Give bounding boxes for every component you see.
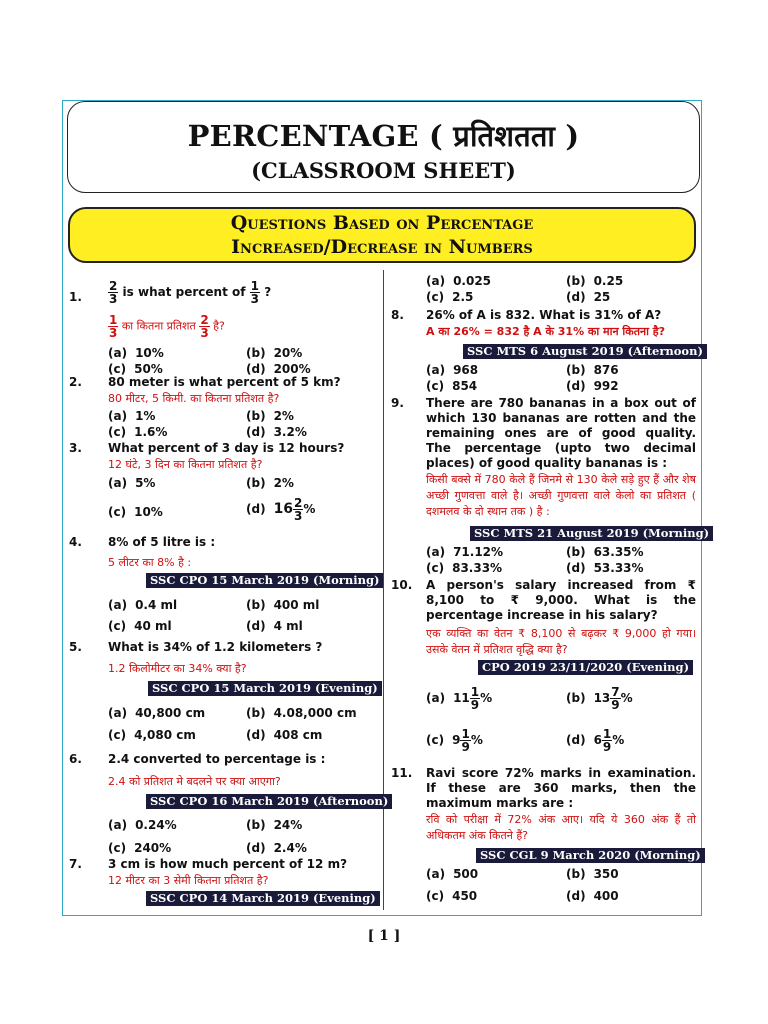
hindi-text: 1.2 किलोमीटर का 34% क्या है? xyxy=(108,662,247,675)
option-b[interactable]: (b) 24% xyxy=(246,818,303,832)
question-number: 5. xyxy=(69,640,82,654)
question-text: 3 cm is how much percent of 12 m? xyxy=(108,857,348,871)
option-c[interactable]: (c) 10% xyxy=(108,505,163,519)
option-a[interactable]: (a) 71.12% xyxy=(426,545,504,559)
question-text: 2.4 converted to percentage is : xyxy=(108,752,326,766)
question-text: 80 meter is what percent of 5 km? xyxy=(108,375,341,389)
option-d[interactable]: (d) 992 xyxy=(566,379,619,393)
fraction: $\frac{2}{3}$ xyxy=(294,496,303,523)
option-d[interactable]: (d) 2.4% xyxy=(246,841,307,855)
question-text: Ravi score 72% marks in examination. If these are 360 marks, then the maximum marks are : xyxy=(426,766,696,810)
question-number: 8. xyxy=(391,308,404,322)
option-c[interactable]: (c) 240% xyxy=(108,841,172,855)
option-c[interactable]: (c) 40 ml xyxy=(108,619,172,633)
option-d[interactable]: (d) 6 $\frac{1}{9}$ % xyxy=(566,727,625,754)
hindi-text: 2.4 को प्रतिशत मे बदलने पर क्या आएगा? xyxy=(108,775,281,788)
title-box xyxy=(67,101,700,193)
hindi-text: 5 लीटर का 8% है : xyxy=(108,556,192,569)
option-c[interactable]: (c) 1.6% xyxy=(108,425,168,439)
question-number: 10. xyxy=(391,578,413,592)
question-number: 9. xyxy=(391,396,404,410)
fraction: $\frac{2}{3}$ xyxy=(200,313,209,340)
option-d[interactable]: (d) 53.33% xyxy=(566,561,644,575)
option-c[interactable]: (c) 9 $\frac{1}{9}$ % xyxy=(426,727,483,754)
option-d[interactable]: (d) 4 ml xyxy=(246,619,303,633)
option-b[interactable]: (b) 20% xyxy=(246,346,303,360)
exam-tag: SSC MTS 21 August 2019 (Morning) xyxy=(470,526,713,541)
exam-tag: SSC CPO 16 March 2019 (Afternoon) xyxy=(146,794,392,809)
page-title: PERCENTAGE ( प्रतिशतता ) xyxy=(187,119,580,153)
hindi-text: एक व्यक्ति का वेतन ₹ 8,100 से बढ़कर ₹ 9,000 हो गया। उसके वेतन में प्रतिशत वृद्धि क्या है? xyxy=(426,627,696,656)
question-text: A person's salary increased from ₹ 8,100 to ₹ 9,000. What is the percentage increase in his salary? xyxy=(426,578,696,622)
option-d[interactable]: (d) 200% xyxy=(246,362,311,376)
exam-tag: SSC CGL 9 March 2020 (Morning) xyxy=(476,848,705,863)
exam-tag: CPO 2019 23/11/2020 (Evening) xyxy=(478,660,693,675)
page-number: [ 1 ] xyxy=(367,928,401,944)
hindi-text: $\frac{1}{3}$ का कितना प्रतिशत $\frac{2}{3}$ है? xyxy=(109,313,225,340)
hindi-text: 12 मीटर का 3 सेमी कितना प्रतिशत है? xyxy=(108,874,269,887)
exam-tag: SSC CPO 14 March 2019 (Evening) xyxy=(146,891,380,906)
question-number: 1. xyxy=(69,290,82,304)
question-text: 8% of 5 litre is : xyxy=(108,535,216,549)
option-a[interactable]: (a) 40,800 cm xyxy=(108,706,206,720)
fraction: $\frac{1}{9}$ xyxy=(602,727,612,754)
question-text: There are 780 bananas in a box out of which 130 bananas are rotten and the remaining ones are of good quality. The percentage (upto two decimal places) of good quality bananas is : xyxy=(426,396,696,470)
option-a[interactable]: (a) 0.4 ml xyxy=(108,598,178,612)
question-number: 7. xyxy=(69,857,82,871)
option-a[interactable]: (a) 0.24% xyxy=(108,818,177,832)
option-d[interactable]: (d) 16 $\frac{2}{3}$ % xyxy=(246,496,316,523)
fraction: $\frac{1}{9}$ xyxy=(461,727,470,754)
option-b[interactable]: (b) 4.08,000 cm xyxy=(246,706,357,720)
option-c[interactable]: (c) 4,080 cm xyxy=(108,728,196,742)
option-d[interactable]: (d) 400 xyxy=(566,889,619,903)
option-b[interactable]: (b) 2% xyxy=(246,476,294,490)
exam-tag: SSC CPO 15 March 2019 (Morning) xyxy=(146,573,383,588)
option-c[interactable]: (c) 854 xyxy=(426,379,478,393)
hindi-text: A का 26% = 832 है A के 31% का मान कितना है? xyxy=(426,325,665,338)
question-number: 11. xyxy=(391,766,413,780)
page-subtitle: (CLASSROOM SHEET) xyxy=(251,158,516,183)
option-d[interactable]: (d) 25 xyxy=(566,290,611,304)
fraction: $\frac{7}{9}$ xyxy=(611,685,620,712)
question-text: What is 34% of 1.2 kilometers ? xyxy=(108,640,323,654)
option-a[interactable]: (a) 500 xyxy=(426,867,479,881)
option-c[interactable]: (c) 450 xyxy=(426,889,478,903)
option-b[interactable]: (b) 63.35% xyxy=(566,545,644,559)
option-a[interactable]: (a) 10% xyxy=(108,346,164,360)
option-d[interactable]: (d) 3.2% xyxy=(246,425,307,439)
fraction: $\frac{1}{9}$ xyxy=(470,685,480,712)
fraction: $\frac{2}{3}$ xyxy=(109,279,118,306)
question-number: 3. xyxy=(69,441,82,455)
section-banner xyxy=(68,207,696,263)
hindi-text: किसी बक्से में 780 केले हैं जिनमे से 130 केले सड़े हुए हैं और शेष अच्छी गुणवत्ता वाले है। अच्छी गुणवत्ता वाले केलो का प्रतिशत ( दशमलव के दो स्थान तक ) है : xyxy=(426,473,696,518)
exam-tag: SSC MTS 6 August 2019 (Afternoon) xyxy=(463,344,707,359)
question-number: 2. xyxy=(69,375,82,389)
banner-line-2: Increased/Decrease in Numbers xyxy=(231,236,533,258)
option-a[interactable]: (a) 11 $\frac{1}{9}$ % xyxy=(426,685,493,712)
question-text: 26% of A is 832. What is 31% of A? xyxy=(426,308,662,322)
hindi-text: 12 घंटे, 3 दिन का कितना प्रतिशत है? xyxy=(108,458,263,471)
option-a[interactable]: (a) 968 xyxy=(426,363,479,377)
option-d[interactable]: (d) 408 cm xyxy=(246,728,323,742)
exam-tag: SSC CPO 15 March 2019 (Evening) xyxy=(148,681,382,696)
question-text: What percent of 3 day is 12 hours? xyxy=(108,441,345,455)
option-c[interactable]: (c) 2.5 xyxy=(426,290,474,304)
option-a[interactable]: (a) 5% xyxy=(108,476,156,490)
option-c[interactable]: (c) 83.33% xyxy=(426,561,503,575)
hindi-text: रवि को परीक्षा में 72% अंक आए। यदि ये 360 अंक हैं तो अधिकतम अंक कितने हैं? xyxy=(426,813,696,842)
option-b[interactable]: (b) 0.25 xyxy=(566,274,624,288)
option-a[interactable]: (a) 0.025 xyxy=(426,274,492,288)
column-divider xyxy=(383,270,384,910)
fraction: $\frac{1}{3}$ xyxy=(109,313,118,340)
banner-line-1: Questions Based on Percentage xyxy=(230,212,534,234)
option-b[interactable]: (b) 876 xyxy=(566,363,619,377)
hindi-text: 80 मीटर, 5 किमी. का कितना प्रतिशत है? xyxy=(108,392,280,405)
question-number: 6. xyxy=(69,752,82,766)
option-b[interactable]: (b) 2% xyxy=(246,409,294,423)
fraction: $\frac{1}{3}$ xyxy=(250,279,259,306)
question-text: $\frac{2}{3}$ is what percent of $\frac{1}{3}$ ? xyxy=(109,279,272,306)
option-b[interactable]: (b) 350 xyxy=(566,867,619,881)
option-c[interactable]: (c) 50% xyxy=(108,362,163,376)
question-number: 4. xyxy=(69,535,82,549)
option-b[interactable]: (b) 400 ml xyxy=(246,598,320,612)
option-b[interactable]: (b) 13 $\frac{7}{9}$ % xyxy=(566,685,633,712)
option-a[interactable]: (a) 1% xyxy=(108,409,156,423)
